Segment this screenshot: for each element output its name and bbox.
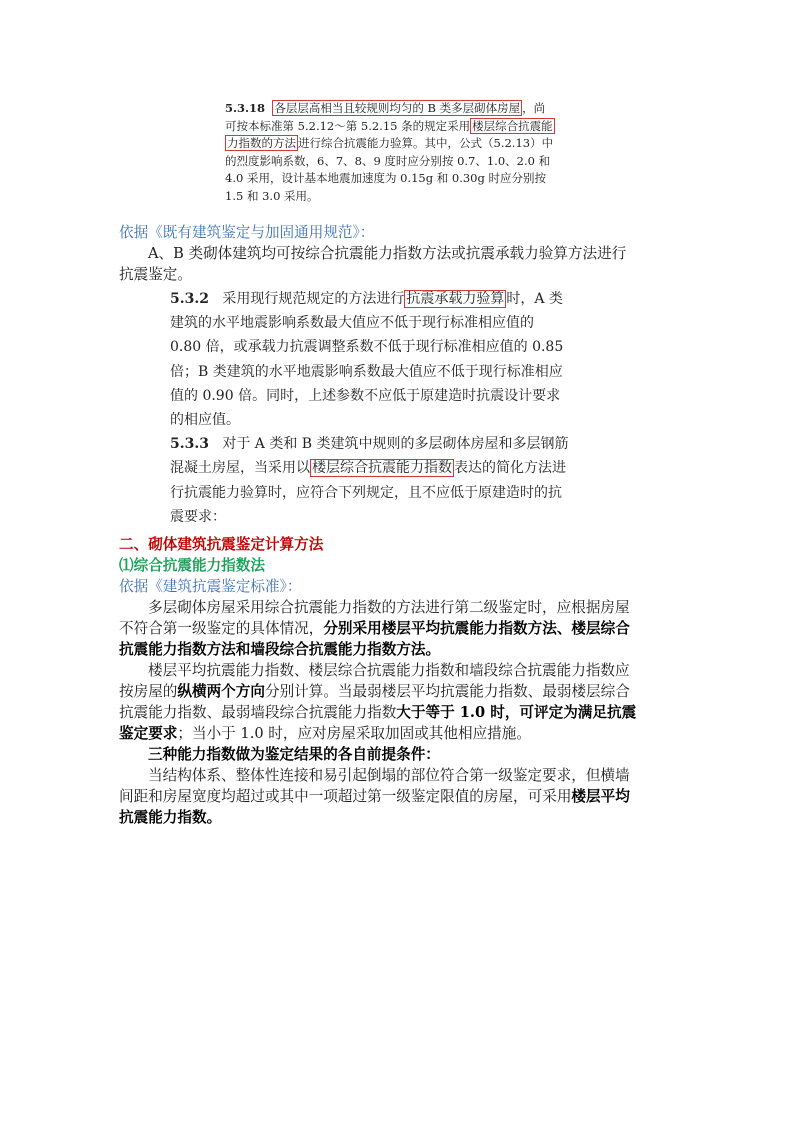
paragraph-4: 当结构体系、整体性连接和易引起倒塌的部位符合第一级鉴定要求，但横墙 间距和房屋宽度均超过或其中一项超过第一级鉴定限值的房屋，可采用楼层平均 抗震能力指数。: [119, 767, 630, 826]
section-heading: 二、砌体建筑抗震鉴定计算方法: [119, 536, 324, 553]
highlight-box: 各层层高相当且较规则均匀的 B 类多层砌体房屋: [274, 101, 521, 115]
highlight-box: 楼层综合抗震能: [472, 118, 553, 133]
clause-number: 5.3.3: [170, 436, 209, 453]
scan2-line: 混凝土房屋，当采用以 楼层综合抗震能力指数 表达的简化方法进: [170, 460, 566, 477]
intro-line-2: 抗震鉴定。: [119, 266, 192, 283]
highlight-box: 楼层综合抗震能力指数: [312, 460, 452, 477]
scan2-line: 值的 0.90 倍。同时，上述参数不应低于原建造时抗震设计要求: [170, 387, 561, 404]
scan2-line: 震要求：: [170, 508, 226, 525]
clause-number: 5.3.18: [225, 101, 266, 115]
paragraph-2: 楼层平均抗震能力指数、楼层综合抗震能力指数和墙段综合抗震能力指数应 按房屋的纵横两个方向分别计算。当最弱楼层平均抗震能力指数、最弱楼层综合 抗震能力指数、最弱墙段综合抗震能力指数大于等于 1.0 时，可评定为满足抗震 鉴定要求；当小于 1.0 时，应对房屋采取加固或其他相应措施。: [119, 662, 637, 742]
scan1-line-4: 的烈度影响系数，6、7、8、9 度时应分别按 0.7、1.0、2.0 和: [225, 153, 551, 168]
scan2-line: 0.80 倍，或承载力抗震调整系数不低于现行标准相应值的 0.85: [170, 339, 564, 356]
highlight-box: 抗震承载力验算: [406, 291, 505, 307]
scan2-line: 的相应值。: [170, 412, 240, 429]
paragraph-3: 三种能力指数做为鉴定结果的各自前提条件：: [148, 746, 440, 763]
scan1-line-5: 4.0 采用，设计基本地震加速度为 0.15g 和 0.30g 时应分别按: [225, 171, 546, 186]
scan2-line: 行抗震能力验算时，应符合下列规定，且不应低于原建造时的抗: [170, 484, 562, 501]
clause-number: 5.3.2: [170, 291, 209, 307]
scanned-clauses-5-3-2-5-3-3: [170, 287, 620, 529]
scan2-line: 5.3.2 采用现行规范规定的方法进行 抗震承载力验算 时，A 类: [170, 291, 563, 307]
scan2-line: 倍；B 类建筑的水平地震影响系数最大值应不低于现行标准相应: [170, 363, 563, 380]
scan1-line-1: 5.3.18 各层层高相当且较规则均匀的 B 类多层砌体房屋 ，尚: [225, 101, 546, 115]
basis-reference-1: 依据《既有建筑鉴定与加固通用规范》：: [119, 224, 375, 241]
intro-line-1: A、B 类砌体建筑均可按综合抗震能力指数方法或抗震承载力验算方法进行: [148, 245, 627, 262]
scan1-line-6: 1.5 和 3.0 采用。: [225, 188, 319, 203]
scan1-line-3: 力指数的方法 进行综合抗震能力验算。其中，公式（5.2.13）中: [227, 136, 554, 151]
scan1-line-2: 可按本标准第 5.2.12～第 5.2.15 条的规定采用 楼层综合抗震能: [225, 118, 553, 133]
scan2-line: 建筑的水平地震影响系数最大值应不低于现行标准相应值的: [170, 315, 534, 332]
basis-reference-2: 依据《建筑抗震鉴定标准》：: [119, 578, 302, 595]
highlight-box: 力指数的方法: [227, 136, 296, 151]
subsection-heading: ⑴综合抗震能力指数法: [119, 557, 265, 574]
scanned-clause-5-3-18: [225, 100, 575, 206]
scan2-line: 5.3.3 对于 A 类和 B 类建筑中规则的多层砌体房屋和多层钢筋: [170, 436, 569, 453]
paragraph-1: 多层砌体房屋采用综合抗震能力指数的方法进行第二级鉴定时，应根据房屋 不符合第一级鉴定的具体情况，分别采用楼层平均抗震能力指数方法、楼层综合 抗震能力指数方法和墙段综合抗震能力指数方法。: [119, 599, 630, 658]
